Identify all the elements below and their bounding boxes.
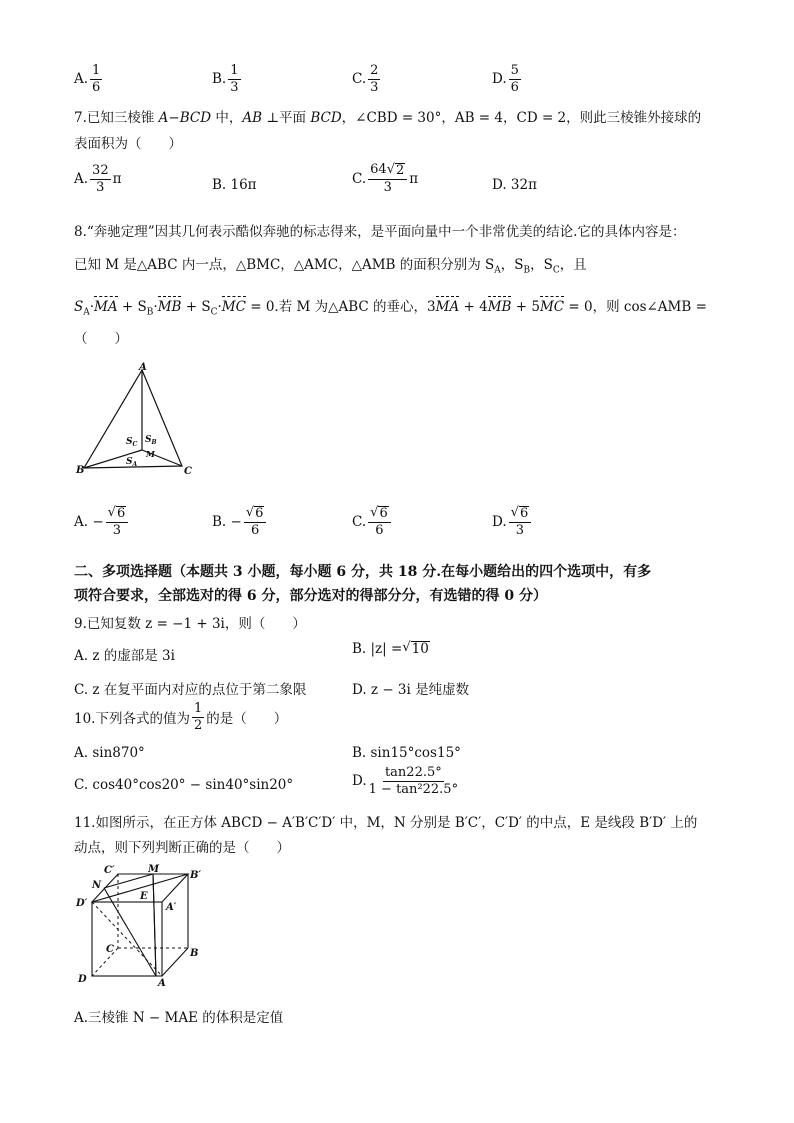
fraction: $\frac{1}{3}$ <box>230 63 239 95</box>
section2-heading-line2: 项符合要求，全部选对的得 6 分，部分选对的得部分分，有选错的得 0 分） <box>74 588 547 604</box>
q6-option-c[interactable]: C. $\frac{2}{3}$ <box>352 63 379 95</box>
q8-option-a[interactable]: A. − √ 6 3 <box>74 506 130 538</box>
q8-stem-line2: 已知 M 是△ABC 内一点，△BMC，△AMC，△AMB 的面积分别为 $S_A$，$S_B$，$S_C$，且 <box>74 257 587 276</box>
q7-option-c[interactable]: C. 64 √ 2 3 π <box>352 162 419 196</box>
q6-option-b[interactable]: B. $\frac{1}{3}$ <box>212 63 239 95</box>
q9-option-b[interactable]: B. |z| = √ 10 <box>352 640 429 658</box>
point-label-m: M <box>146 449 155 459</box>
label-d1: D′ <box>76 898 88 909</box>
section2-heading-line1: 二、多项选择题（本题共 3 小题，每小题 6 分，共 18 分.在每小题给出的四个选项中，有多 <box>74 564 652 580</box>
fraction: $\frac{2}{3}$ <box>370 63 379 95</box>
label-a: A <box>158 978 166 989</box>
q11-stem-line1: 11.如图所示，在正方体 ABCD − A′B′C′D′ 中，M，N 分别是 B′C′，C′D′ 的中点，E 是线段 B′D′ 上的 <box>74 815 698 831</box>
area-label-sb: $S_B$ <box>145 435 157 446</box>
q10-option-c[interactable]: C. cos40°cos20° − sin40°sin20° <box>74 777 294 793</box>
q8-option-d[interactable]: D. √ 6 3 <box>492 506 533 538</box>
cube-figure <box>70 862 214 990</box>
q8-option-b[interactable]: B. − √ 6 6 <box>212 506 268 538</box>
q8-stem-line1: 8.“奔驰定理”因其几何表示酷似奔驰的标志得来，是平面向量中一个非常优美的结论.它的具体内容是： <box>74 224 686 240</box>
q10-option-a[interactable]: A. sin870° <box>74 745 145 761</box>
label-c: C <box>106 944 114 955</box>
label-a1: A′ <box>166 902 177 913</box>
triangle-figure <box>74 360 198 480</box>
area-label-sc: $S_C$ <box>126 437 138 448</box>
vertex-label-a: A <box>139 362 147 373</box>
hidden-edge-cd <box>92 948 118 976</box>
q9-option-c[interactable]: C. z 在复平面内对应的点位于第二象限 <box>74 682 307 698</box>
q9-option-a[interactable]: A. z 的虚部是 3i <box>74 648 175 664</box>
fraction: $\frac{5}{6}$ <box>510 63 519 95</box>
q7-option-d[interactable]: D. 32π <box>492 177 537 193</box>
q11-option-a[interactable]: A.三棱锥 N − MAE 的体积是定值 <box>74 1010 284 1026</box>
hidden-diagonal <box>92 902 162 976</box>
vertex-label-b: B <box>76 465 85 476</box>
label-d: D <box>78 974 87 985</box>
vertex-label-c: C <box>184 466 192 477</box>
label-e: E <box>140 891 148 902</box>
q6-option-a[interactable]: A. $\frac{1}{6}$ <box>74 63 101 95</box>
area-label-sa: $S_A$ <box>126 457 138 468</box>
q7-stem-line1: 7.已知三棱锥 A−BCD 中，AB ⊥平面 BCD，∠CBD = 30°，AB = 4，CD = 2，则此三棱锥外接球的 <box>74 110 702 126</box>
q10-option-b[interactable]: B. sin15°cos15° <box>352 745 461 761</box>
label-c1: C′ <box>104 865 115 876</box>
q7-option-a[interactable]: A. $\frac{32}{3}$ π <box>74 163 122 195</box>
q9-stem: 9.已知复数 z = −1 + 3i，则（ ） <box>74 616 306 632</box>
q7-stem-line2: 表面积为（ ） <box>74 136 182 152</box>
q8-answer-paren: （ ） <box>74 331 128 347</box>
q6-option-d[interactable]: D. $\frac{5}{6}$ <box>492 63 519 95</box>
q10-stem: 10.下列各式的值为 $\frac{1}{2}$ 的是（ ） <box>74 701 288 733</box>
q8-formula-line: $S_A\cdot MA + S_B\cdot MB + S_C\cdot MC = 0$.若 M 为△ABC 的垂心，3MA + 4MB + 5MC = 0，则 cos∠AMB = <box>74 299 707 318</box>
label-n: N <box>92 880 102 891</box>
q9-option-d[interactable]: D. z − 3i 是纯虚数 <box>352 682 470 698</box>
q8-option-c[interactable]: C. √ 6 6 <box>352 506 393 538</box>
label-b: B <box>190 948 199 959</box>
segment-me <box>153 874 156 976</box>
q10-option-d[interactable]: D. $\frac{\tan 22.5^\circ}{\text{1 − tan²22.5°}}$ <box>352 765 459 797</box>
label-b1: B′ <box>190 870 202 881</box>
edge-ab <box>162 948 188 976</box>
q7-option-b[interactable]: B. 16π <box>212 177 257 193</box>
q11-stem-line2: 动点，则下列判断正确的是（ ） <box>74 840 290 856</box>
segment-na <box>104 888 156 976</box>
label-m: M <box>148 864 160 875</box>
fraction: $\frac{1}{6}$ <box>92 63 101 95</box>
